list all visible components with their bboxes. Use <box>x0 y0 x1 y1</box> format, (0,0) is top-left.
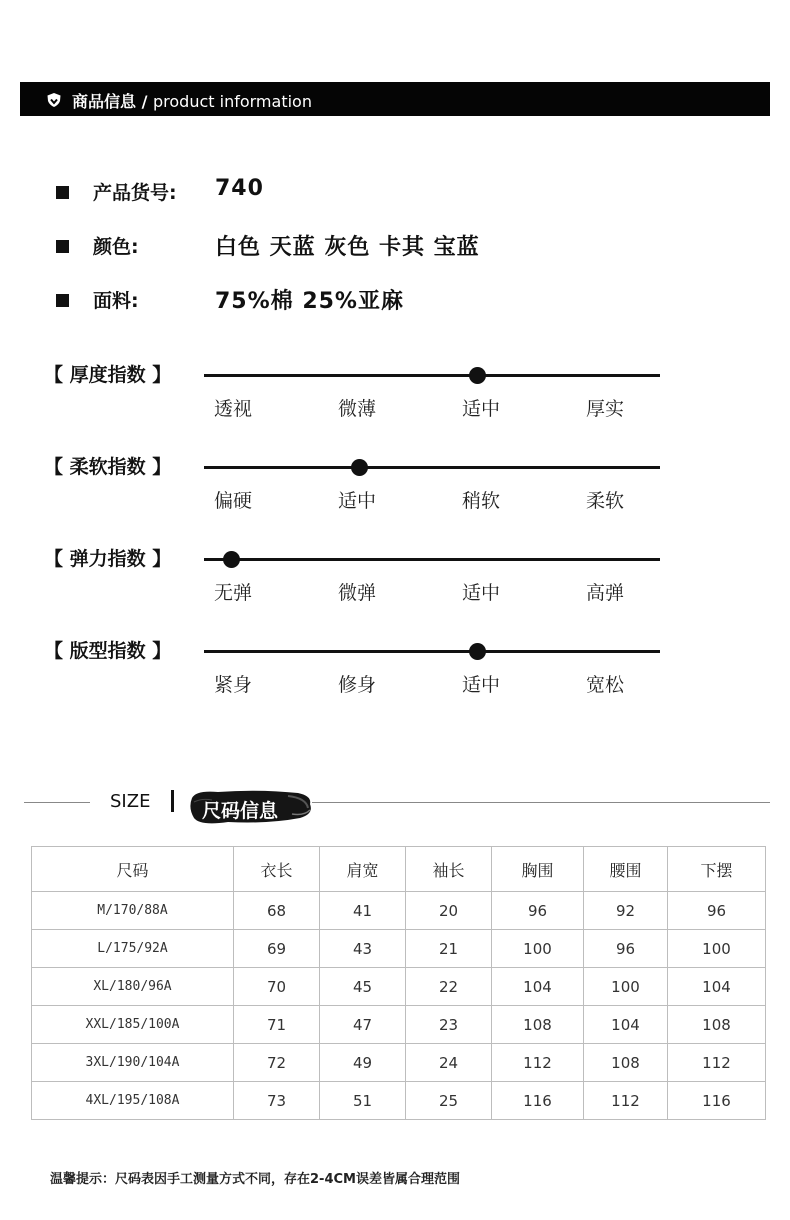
table-cell: 3XL/190/104A <box>32 1044 234 1082</box>
table-header: 衣长 <box>234 847 320 892</box>
section-title <box>72 89 312 112</box>
table-cell: 49 <box>320 1044 406 1082</box>
table-cell: 104 <box>668 968 766 1006</box>
table-row <box>32 930 766 968</box>
index-label: 透视 <box>214 398 253 420</box>
table-cell: 43 <box>320 930 406 968</box>
footer-note: 温馨提示：尺码表因手工测量方式不同，存在2-4CM误差皆属合理范围 <box>50 1172 460 1187</box>
index-elasticity <box>0 544 790 614</box>
table-cell: XL/180/96A <box>32 968 234 1006</box>
index-softness <box>0 452 790 522</box>
table-cell: 108 <box>584 1044 668 1082</box>
index-marker <box>351 459 368 476</box>
table-cell: 21 <box>406 930 492 968</box>
table-cell: 72 <box>234 1044 320 1082</box>
index-label: 柔软 <box>586 490 625 512</box>
divider-line <box>24 802 90 803</box>
table-cell: 96 <box>668 892 766 930</box>
table-cell: 69 <box>234 930 320 968</box>
table-cell: 22 <box>406 968 492 1006</box>
info-label: 面料: <box>93 290 139 312</box>
table-cell: 45 <box>320 968 406 1006</box>
index-scale-line <box>204 374 660 377</box>
table-cell: 100 <box>584 968 668 1006</box>
index-title: 【 版型指数 】 <box>44 640 172 662</box>
index-scale-line <box>204 466 660 469</box>
table-cell: 100 <box>492 930 584 968</box>
table-row <box>32 1044 766 1082</box>
table-cell: 25 <box>406 1082 492 1120</box>
size-label: SIZE <box>110 791 151 812</box>
index-label: 修身 <box>338 674 377 696</box>
table-cell: 4XL/195/108A <box>32 1082 234 1120</box>
divider-line <box>312 802 770 803</box>
index-label: 稍软 <box>462 490 501 512</box>
table-header: 腰围 <box>584 847 668 892</box>
table-cell: 47 <box>320 1006 406 1044</box>
table-cell: 104 <box>492 968 584 1006</box>
info-value: 75%棉 25%亚麻 <box>215 289 404 314</box>
table-header: 肩宽 <box>320 847 406 892</box>
index-label: 偏硬 <box>214 490 253 512</box>
table-cell: 96 <box>492 892 584 930</box>
index-marker <box>469 643 486 660</box>
table-header-row <box>32 847 766 892</box>
table-cell: 41 <box>320 892 406 930</box>
table-cell: 100 <box>668 930 766 968</box>
index-fit <box>0 636 790 706</box>
divider-bar <box>171 790 174 812</box>
info-label: 颜色: <box>93 236 139 258</box>
table-cell: L/175/92A <box>32 930 234 968</box>
info-value: 白色 天蓝 灰色 卡其 宝蓝 <box>215 235 480 260</box>
index-scale-line <box>204 558 660 561</box>
table-row <box>32 892 766 930</box>
index-title: 【 弹力指数 】 <box>44 548 172 570</box>
table-row <box>32 1006 766 1044</box>
index-label: 紧身 <box>214 674 253 696</box>
index-labels <box>214 394 674 420</box>
index-marker <box>469 367 486 384</box>
index-label: 适中 <box>338 490 377 512</box>
index-marker <box>223 551 240 568</box>
index-label: 高弹 <box>586 582 625 604</box>
size-table <box>31 846 766 1120</box>
index-scale-line <box>204 650 660 653</box>
index-label: 适中 <box>462 582 501 604</box>
table-cell: 112 <box>492 1044 584 1082</box>
table-cell: 96 <box>584 930 668 968</box>
table-cell: 73 <box>234 1082 320 1120</box>
table-cell: 70 <box>234 968 320 1006</box>
table-cell: 112 <box>668 1044 766 1082</box>
index-label: 适中 <box>462 398 501 420</box>
table-cell: 104 <box>584 1006 668 1044</box>
size-title: 尺码信息 <box>202 800 279 822</box>
table-cell: 116 <box>668 1082 766 1120</box>
index-label: 厚实 <box>586 398 625 420</box>
table-cell: M/170/88A <box>32 892 234 930</box>
section-title-en: product information <box>153 92 312 111</box>
index-title: 【 柔软指数 】 <box>44 456 172 478</box>
table-header: 胸围 <box>492 847 584 892</box>
index-labels <box>214 486 674 512</box>
table-header: 尺码 <box>32 847 234 892</box>
table-cell: 68 <box>234 892 320 930</box>
info-label: 产品货号: <box>93 182 177 204</box>
index-label: 无弹 <box>214 582 253 604</box>
bullet-square-icon <box>56 240 69 253</box>
table-header: 袖长 <box>406 847 492 892</box>
table-header: 下摆 <box>668 847 766 892</box>
index-label: 微薄 <box>338 398 377 420</box>
index-labels <box>214 578 674 604</box>
table-row <box>32 1082 766 1120</box>
table-cell: 112 <box>584 1082 668 1120</box>
bullet-square-icon <box>56 186 69 199</box>
table-cell: 71 <box>234 1006 320 1044</box>
index-labels <box>214 670 674 696</box>
section-title-cn: 商品信息 / <box>72 92 148 111</box>
table-row <box>32 968 766 1006</box>
info-value: 740 <box>215 176 264 201</box>
bullet-square-icon <box>56 294 69 307</box>
table-cell: 116 <box>492 1082 584 1120</box>
table-cell: 24 <box>406 1044 492 1082</box>
section-header-bar <box>20 82 770 116</box>
table-cell: 108 <box>668 1006 766 1044</box>
table-cell: 108 <box>492 1006 584 1044</box>
index-label: 适中 <box>462 674 501 696</box>
index-label: 宽松 <box>586 674 625 696</box>
index-title: 【 厚度指数 】 <box>44 364 172 386</box>
shield-check-icon <box>46 92 62 108</box>
table-cell: 51 <box>320 1082 406 1120</box>
index-thickness <box>0 360 790 430</box>
table-cell: 92 <box>584 892 668 930</box>
table-cell: 23 <box>406 1006 492 1044</box>
table-cell: 20 <box>406 892 492 930</box>
table-cell: XXL/185/100A <box>32 1006 234 1044</box>
index-label: 微弹 <box>338 582 377 604</box>
